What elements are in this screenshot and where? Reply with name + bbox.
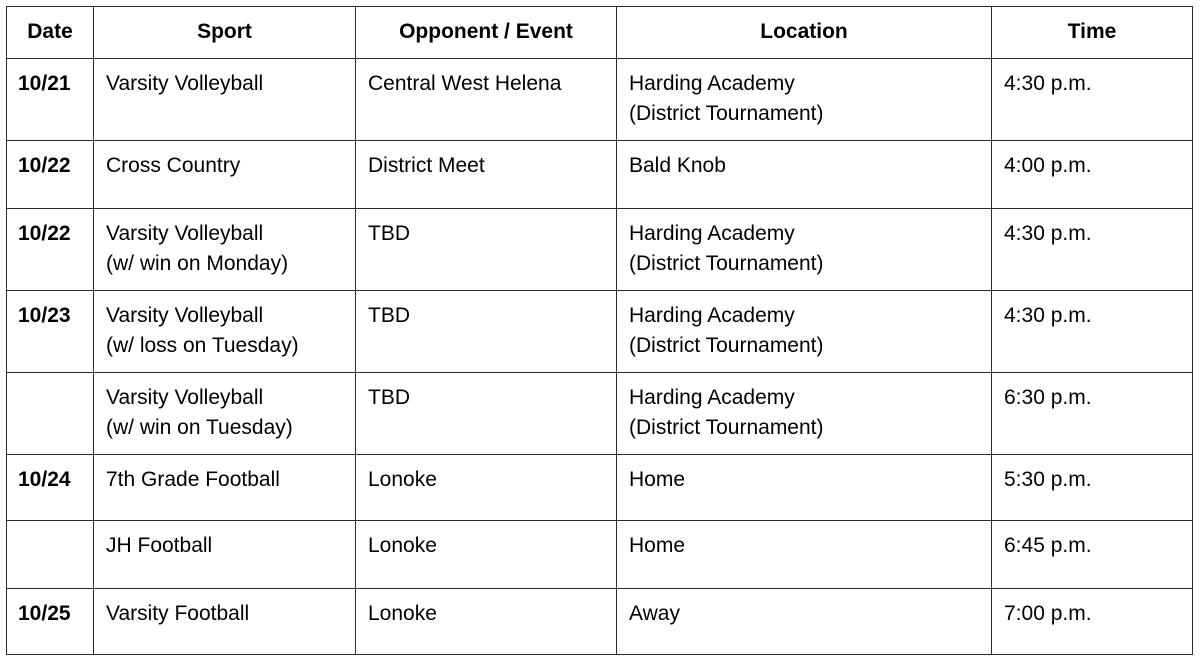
location-line: Harding Academy [629,72,795,95]
cell-opponent: District Meet [356,141,617,209]
cell-date: 10/22 [7,141,94,209]
cell-opponent: Lonoke [356,455,617,521]
cell-sport [94,521,356,589]
table-row [7,373,1193,455]
table-row [7,141,1193,209]
header-location: Location [617,7,992,59]
header-date: Date [7,7,94,59]
sport-line: Cross Country [106,154,241,177]
cell-sport [94,141,356,209]
cell-time: 7:00 p.m. [992,589,1193,655]
sport-line: Varsity Volleyball [106,386,264,409]
cell-location [617,589,992,655]
location-line: Away [629,602,680,625]
cell-location [617,209,992,291]
cell-time: 6:30 p.m. [992,373,1193,455]
cell-location [617,59,992,141]
cell-opponent: Central West Helena [356,59,617,141]
cell-sport [94,589,356,655]
cell-opponent: TBD [356,291,617,373]
cell-time: 4:30 p.m. [992,59,1193,141]
cell-location [617,141,992,209]
cell-location [617,291,992,373]
location-line: (District Tournament) [629,416,824,439]
sport-line: 7th Grade Football [106,468,280,491]
cell-date [7,373,94,455]
header-row [7,7,1193,59]
header-sport: Sport [94,7,356,59]
cell-time: 4:00 p.m. [992,141,1193,209]
cell-opponent: TBD [356,373,617,455]
cell-time: 5:30 p.m. [992,455,1193,521]
sport-line: (w/ win on Tuesday) [106,416,293,439]
cell-opponent: Lonoke [356,589,617,655]
cell-time: 6:45 p.m. [992,521,1193,589]
cell-time: 4:30 p.m. [992,291,1193,373]
cell-date [7,521,94,589]
location-line: Harding Academy [629,386,795,409]
location-line: (District Tournament) [629,334,824,357]
location-line: (District Tournament) [629,102,824,125]
cell-location [617,455,992,521]
sport-line: (w/ win on Monday) [106,252,289,275]
location-line: Harding Academy [629,222,795,245]
cell-date: 10/22 [7,209,94,291]
schedule-wrapper [6,6,1192,655]
table-row [7,291,1193,373]
table-row [7,455,1193,521]
cell-opponent: TBD [356,209,617,291]
cell-sport [94,373,356,455]
sport-line: Varsity Volleyball [106,72,264,95]
cell-sport [94,291,356,373]
table-row [7,521,1193,589]
table-row [7,589,1193,655]
cell-time: 4:30 p.m. [992,209,1193,291]
cell-date: 10/25 [7,589,94,655]
location-line: (District Tournament) [629,252,824,275]
sport-line: JH Football [106,534,213,557]
sport-line: Varsity Volleyball [106,222,264,245]
cell-date: 10/23 [7,291,94,373]
sport-line: Varsity Football [106,602,250,625]
cell-sport [94,455,356,521]
cell-date: 10/24 [7,455,94,521]
table-row [7,209,1193,291]
sport-line: Varsity Volleyball [106,304,264,327]
location-line: Harding Academy [629,304,795,327]
header-time: Time [992,7,1193,59]
location-line: Home [629,534,686,557]
cell-location [617,373,992,455]
cell-sport [94,209,356,291]
sport-line: (w/ loss on Tuesday) [106,334,299,357]
table-row [7,59,1193,141]
cell-date: 10/21 [7,59,94,141]
location-line: Bald Knob [629,154,726,177]
schedule-table [6,6,1193,655]
location-line: Home [629,468,686,491]
cell-location [617,521,992,589]
cell-sport [94,59,356,141]
cell-opponent: Lonoke [356,521,617,589]
header-opponent: Opponent / Event [356,7,617,59]
